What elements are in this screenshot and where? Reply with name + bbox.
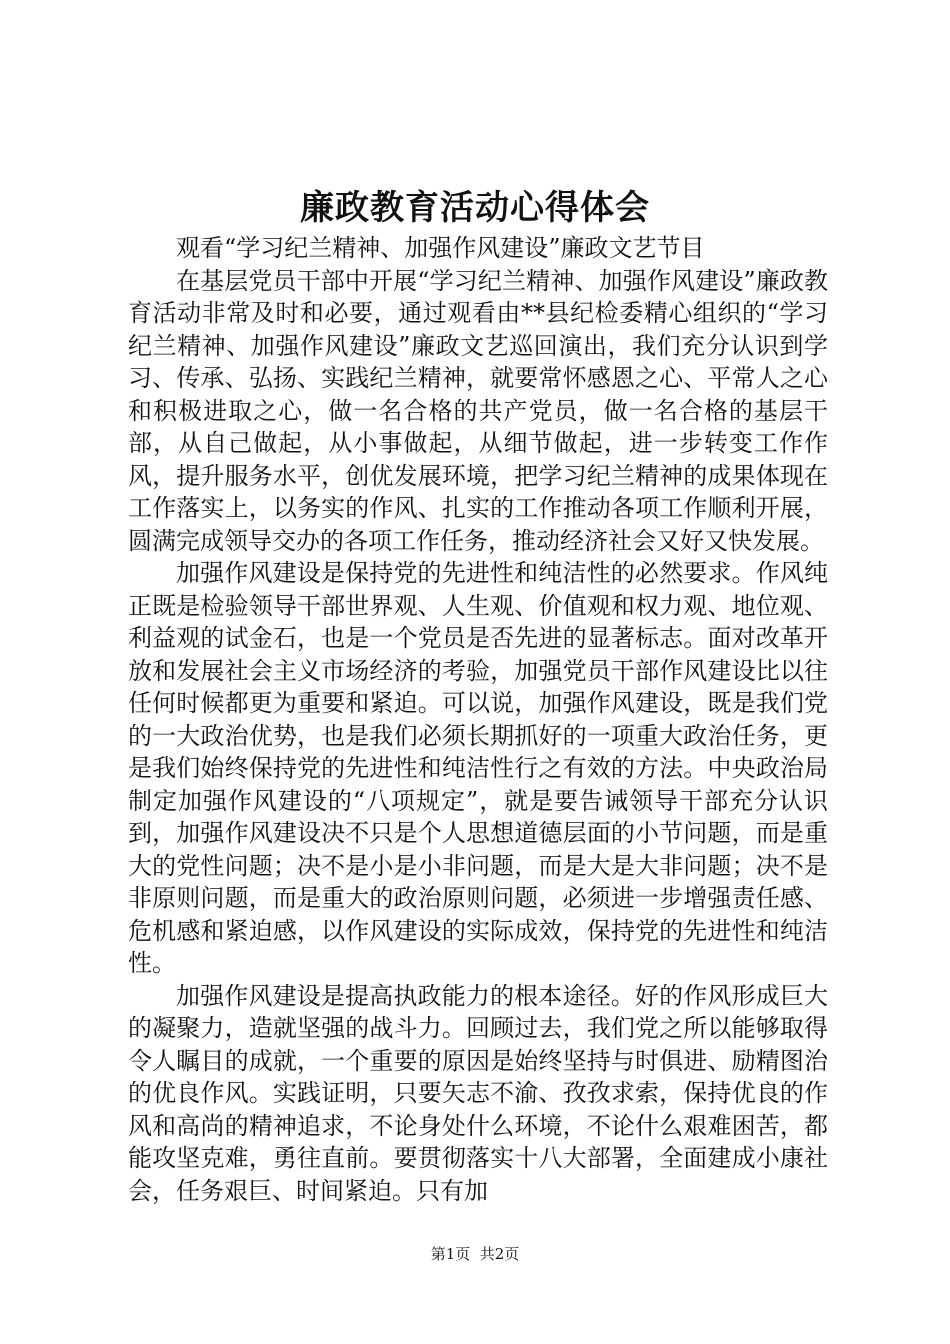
document-body bbox=[128, 232, 828, 1207]
paragraph-subtitle: 观看“学习纪兰精神、加强作风建设”廉政文艺节目 bbox=[176, 234, 705, 262]
page-footer: 第1页 共2页 bbox=[430, 1245, 520, 1263]
paragraph-3: 加强作风建设是提高执政能力的根本途径。好的作风形成巨大的凝聚力，造就坚强的战斗力。回顾过去，我们党之所以能够取得令人瞩目的成就，一个重要的原因是始终坚持与时俱进、励精图治的优良作风。实践证明，只要矢志不渝、孜孜求索，保持优良的作风和高尚的精神追求，不论身处什么环境，不论什么艰难困苦，都能攻坚克难，勇往直前。要贯彻落实十八大部署，全面建成小康社会，任务艰巨、时间紧迫。只有加 bbox=[128, 981, 828, 1205]
document-title: 廉政教育活动心得体会 bbox=[300, 188, 650, 228]
paragraph-1: 在基层党员干部中开展“学习纪兰精神、加强作风建设”廉政教育活动非常及时和必要，通过观看由**县纪检委精心组织的“学习纪兰精神、加强作风建设”廉政文艺巡回演出，我们充分认识到学习、传承、弘扬、实践纪兰精神，就要常怀感恩之心、平常人之心和积极进取之心，做一名合格的共产党员，做一名合格的基层干部，从自己做起，从小事做起，从细节做起，进一步转变工作作风，提升服务水平，创优发展环境，把学习纪兰精神的成果体现在工作落实上，以务实的作风、扎实的工作推动各项工作顺利开展，圆满完成领导交办的各项工作任务，推动经济社会又好又快发展。 bbox=[128, 266, 828, 555]
paragraph-2: 加强作风建设是保持党的先进性和纯洁性的必然要求。作风纯正既是检验领导干部世界观、人生观、价值观和权力观、地位观、利益观的试金石，也是一个党员是否先进的显著标志。面对改革开放和发展社会主义市场经济的考验，加强党员干部作风建设比以往任何时候都更为重要和紧迫。可以说，加强作风建设，既是我们党的一大政治优势，也是我们必须长期抓好的一项重大政治任务，更是我们始终保持党的先进性和纯洁性行之有效的方法。中央政治局制定加强作风建设的“八项规定”，就是要告诫领导干部充分认识到，加强作风建设决不只是个人思想道德层面的小节问题，而是重大的党性问题；决不是小是小非问题，而是大是大非问题；决不是非原则问题，而是重大的政治原则问题，必须进一步增强责任感、危机感和紧迫感，以作风建设的实际成效，保持党的先进性和纯洁性。 bbox=[128, 559, 828, 977]
